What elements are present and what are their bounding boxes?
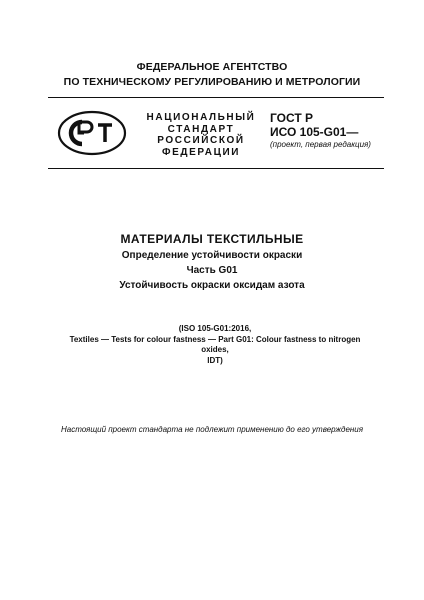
bottom-divider (48, 168, 384, 169)
iso-line-3: IDT) (207, 355, 223, 365)
title-part: Часть G01 (186, 265, 238, 276)
national-line-4: ФЕДЕРАЦИИ (161, 146, 241, 158)
designation-line-1: ГОСТ Р (270, 111, 314, 125)
iso-line-2: Textiles — Tests for colour fastness — Part G01: Colour fastness to nitrogen oxides, (69, 334, 361, 354)
draft-notice: Настоящий проект стандарта не подлежит применению до его утверждения (60, 425, 364, 434)
document-title-block (0, 231, 424, 293)
standard-designation (270, 111, 371, 150)
national-line-2: СТАНДАРТ (167, 123, 235, 135)
agency-line-1: ФЕДЕРАЛЬНОЕ АГЕНТСТВО (136, 61, 288, 73)
agency-header (0, 60, 424, 90)
title-main: МАТЕРИАЛЫ ТЕКСТИЛЬНЫЕ (120, 232, 304, 246)
national-standard-block (140, 112, 262, 158)
gost-r-emblem-icon (57, 110, 127, 156)
iso-line-1: (ISO 105-G01:2016, (178, 324, 252, 333)
emblem-text: РСТ (91, 153, 93, 154)
top-divider (48, 97, 384, 98)
designation-line-2: ИСО 105-G01— (270, 125, 359, 139)
iso-reference (62, 324, 368, 366)
national-line-3: РОССИЙСКОЙ (157, 135, 245, 146)
national-line-1: НАЦИОНАЛЬНЫЙ (146, 112, 256, 123)
draft-status: (проект, первая редакция) (270, 140, 371, 149)
title-subtitle: Определение устойчивости окраски (121, 250, 303, 261)
agency-line-2: ПО ТЕХНИЧЕСКОМУ РЕГУЛИРОВАНИЮ И МЕТРОЛОГИИ (63, 76, 361, 88)
title-part-name: Устойчивость окраски оксидам азота (119, 280, 305, 291)
